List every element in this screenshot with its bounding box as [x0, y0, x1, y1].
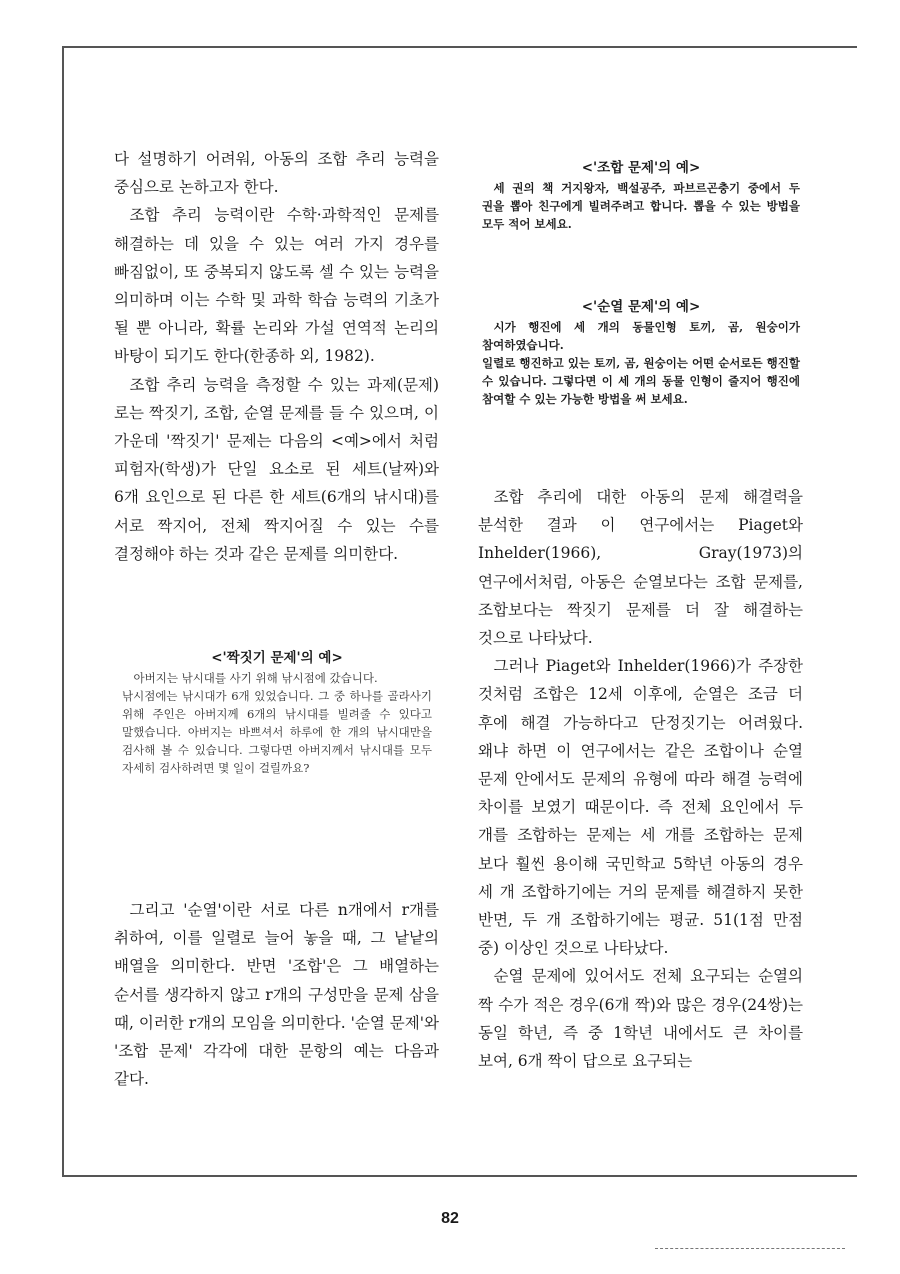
- permutation-definition-paragraph: 그리고 '순열'이란 서로 다른 n개에서 r개를 취하여, 이를 일렬로 늘어 놓을 때, 그 낱낱의 배열을 의미한다. 반면 '조합'은 그 배열하는 순서를 생각하지 않고 r개의 구성만을 문제 삼을 때, 이러한 r개의 모임을 의미한다. '순열 문제'와 '조합 문제' 각각에 대한 문항의 예는 다음과 같다.: [114, 901, 439, 1089]
- permutation-example-box: [482, 295, 800, 408]
- permutation-example-line2: 일렬로 행진하고 있는 토끼, 곰, 원숭이는 어떤 순서로든 행진할 수 있습니다. 그렇다면 이 세 개의 동물 인형이 줄지어 행진에 참여할 수 있는 가능한 방법을 써 보세요.: [482, 356, 800, 406]
- results-block: [478, 483, 803, 1075]
- pairing-example-box: [122, 646, 432, 777]
- permutation-example-line1: 시가 행진에 세 개의 동물인형 토끼, 곰, 원숭이가 참여하였습니다.: [482, 320, 800, 352]
- page-number: 82: [441, 1210, 459, 1227]
- tasks-paragraph: 조합 추리 능력을 측정할 수 있는 과제(문제)로는 짝짓기, 조합, 순열 문제를 들 수 있으며, 이 가운데 '짝짓기' 문제는 다음의 <예>에서 처럼 피험자(학생)가 단일 요소로 된 세트(날짜)와 6개 요인으로 된 다른 한 세트(6개의 낚시대)를 서로 짝지어, 전체 짝지어질 수 있는 수를 결정해야 하는 것과 같은 문제를 의미한다.: [114, 375, 439, 563]
- permutation-definition-block: [114, 896, 439, 1093]
- combination-ability-paragraph: 조합 추리 능력이란 수학·과학적인 문제를 해결하는 데 있을 수 있는 여러 가지 경우를 빠짐없이, 또 중복되지 않도록 셀 수 있는 능력을 의미하며 이는 수학 및 과학 학습 능력의 기초가 될 뿐 아니라, 확률 논리와 가설 연역적 논리의 바탕이 되기도 한다(한종하 외, 1982).: [114, 206, 439, 366]
- left-column: [114, 145, 439, 568]
- pairing-example-line1: 아버지는 낚시대를 사기 위해 낚시점에 갔습니다.: [133, 671, 378, 685]
- intro-paragraph: 다 설명하기 어려워, 아동의 조합 추리 능력을 중심으로 논하고자 한다.: [114, 150, 439, 197]
- pairing-example-title: <'짝짓기 문제'의 예>: [211, 650, 343, 666]
- combination-example-box: [482, 156, 800, 233]
- footer-dash: [655, 1248, 845, 1249]
- permutation-results-paragraph: 순열 문제에 있어서도 전체 요구되는 순열의 짝 수가 적은 경우(6개 짝)와 많은 경우(24쌍)는 동일 학년, 즉 중 1학년 내에서도 큰 차이를 보여, 6개 짝이 답으로 요구되는: [478, 967, 803, 1071]
- permutation-example-title: <'순열 문제'의 예>: [581, 299, 701, 315]
- bottom-rule: [62, 1175, 857, 1177]
- combination-example-body: 세 권의 책 거지왕자, 백설공주, 파브르곤충기 중에서 두 권을 뽑아 친구에게 빌려주려고 합니다. 뽑을 수 있는 방법을 모두 적어 보세요.: [482, 181, 800, 231]
- left-rule: [62, 46, 64, 1177]
- pairing-example-line2: 낚시점에는 낚시대가 6개 있었습니다. 그 중 하나를 골라사기 위해 주인은 아버지께 6개의 낚시대를 빌려줄 수 있다고 말했습니다. 아버지는 바쁘셔서 하루에 한 개의 낚시대만을 검사해 볼 수 있습니다. 그렇다면 아버지께서 낚시대를 모두 자세히 검사하려면 몇 일이 걸릴까요?: [122, 689, 432, 775]
- combination-example-title: <'조합 문제'의 예>: [581, 160, 701, 176]
- results-paragraph: 조합 추리에 대한 아동의 문제 해결력을 분석한 결과 이 연구에서는 Piaget와 Inhelder(1966), Gray(1973)의 연구에서처럼, 아동은 순열보다는 조합 문제를, 조합보다는 짝짓기 문제를 더 잘 해결하는 것으로 나타났다.: [478, 488, 803, 648]
- top-rule: [62, 46, 857, 48]
- however-paragraph: 그러나 Piaget와 Inhelder(1966)가 주장한 것처럼 조합은 12세 이후에, 순열은 조금 더 후에 해결 가능하다고 단정짓기는 어려웠다. 왜냐 하면 이 연구에서는 같은 조합이나 순열 문제 안에서도 문제의 유형에 따라 해결 능력에 차이를 보였기 때문이다. 즉 전체 요인에서 두 개를 조합하는 문제는 세 개를 조합하는 문제 보다 훨씬 용이해 국민학교 5학년 아동의 경우 세 개 조합하기에는 거의 문제를 해결하지 못한 반면, 두 개 조합하기에는 평균. 51(1점 만점 중) 이상인 것으로 나타났다.: [478, 657, 803, 958]
